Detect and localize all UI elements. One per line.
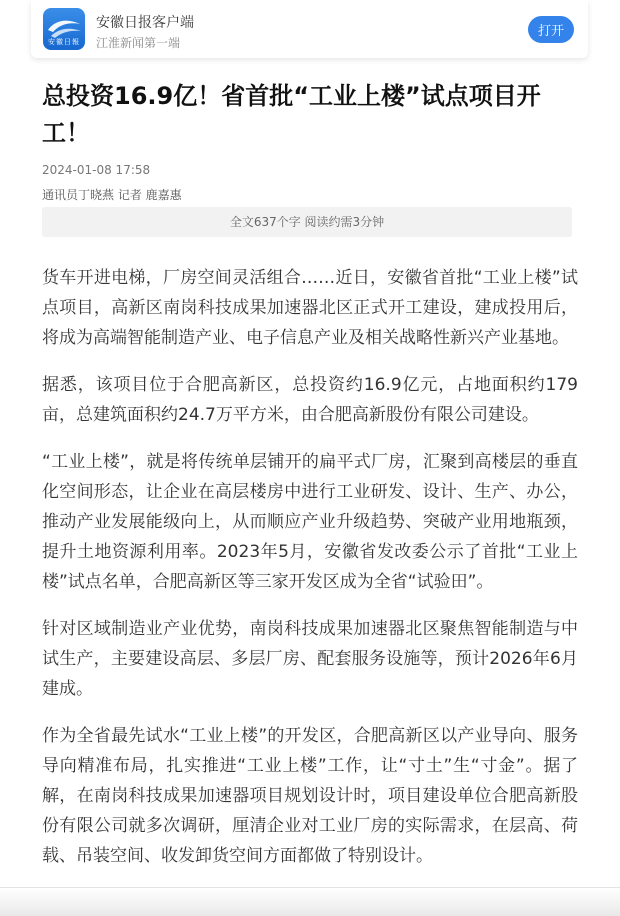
article-byline: 通讯员丁晓燕 记者 鹿嘉惠 xyxy=(42,188,182,202)
app-name: 安徽日报客户端 xyxy=(96,15,194,31)
publish-date: 2024-01-08 17:58 xyxy=(42,163,151,177)
open-app-button[interactable]: 打开 xyxy=(528,16,574,43)
reading-info-bar: 全文637个字 阅读约需3分钟 xyxy=(42,207,572,237)
bottom-fade xyxy=(0,887,620,916)
paragraph: 针对区域制造业产业优势，南岗科技成果加速器北区聚焦智能制造与中试生产，主要建设高层、多层厂房、配套服务设施等，预计2026年6月建成。 xyxy=(42,619,578,699)
app-download-banner xyxy=(31,0,588,58)
app-logo xyxy=(43,8,85,50)
paragraph: “工业上楼”，就是将传统单层铺开的扁平式厂房，汇聚到高楼层的垂直化空间形态，让企业在高层楼房中进行工业研发、设计、生产、办公，推动产业发展能级向上，从而顺应产业升级趋势、突破产业用地瓶颈，提升土地资源利用率。2023年5月，安徽省发改委公示了首批“工业上楼”试点名单，合肥高新区等三家开发区成为全省“试验田”。 xyxy=(42,452,578,592)
paragraph: 货车开进电梯，厂房空间灵活组合……近日，安徽省首批“工业上楼”试点项目，高新区南岗科技成果加速器北区正式开工建设，建成投用后，将成为高端智能制造产业、电子信息产业及相关战略性新兴产业基地。 xyxy=(42,268,578,348)
paragraph: 据悉，该项目位于合肥高新区，总投资约16.9亿元，占地面积约179亩，总建筑面积约24.7万平方米，由合肥高新股份有限公司建设。 xyxy=(42,375,578,425)
article-title: 总投资16.9亿！省首批“工业上楼”试点项目开工！ xyxy=(42,82,541,147)
logo-lettering: 安徽日報 xyxy=(48,38,80,46)
article-body xyxy=(42,263,578,888)
app-slogan: 江淮新闻第一端 xyxy=(96,36,181,50)
paragraph: 作为全省最先试水“工业上楼”的开发区，合肥高新区以产业导向、服务导向精准布局，扎实推进“工业上楼”工作，让“寸土”生“寸金”。据了解，在南岗科技成果加速器项目规划设计时，项目建设单位合肥高新股份有限公司就多次调研，厘清企业对工业厂房的实际需求，在层高、荷载、吊装空间、收发卸货空间方面都做了特别设计。 xyxy=(42,726,578,866)
